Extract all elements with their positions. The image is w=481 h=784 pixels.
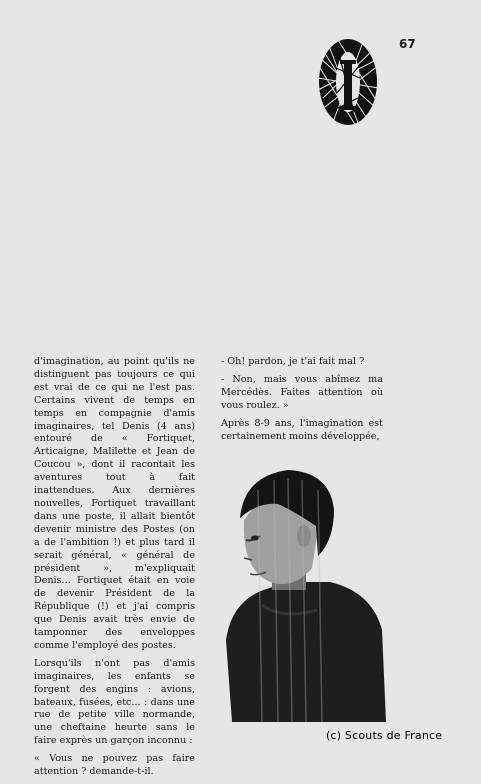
paragraph: d'imagination, au point qu'ils ne distinguent pas toujours ce qui est vrai de ce qui ne l'est pas. Certains vivent de temps en temps en compagnie d'amis imaginaires, tel Denis (4 ans) entouré de « Fortiquet, Articaigne, Malilette et Jean de Coucou », dont il racontait les aventures tout à fait inattendues. Aux dernières nouvelles, Fortiquet travaillant dans une poste, il allait bientôt devenir ministre des Postes (on a de l'ambition !) et plus tard il serait général, « général de président », m'expliquait Denis... Fortiquet était en voie de devenir Président de la République (!) et j'ai compris que Denis avait très envie de tamponner des enveloppes comme l'employé des postes. — [34, 356, 195, 651]
paragraph: - Non, mais vous abîmez ma Mercédès. Faites attention où vous roulez. » — [221, 373, 383, 411]
letter-o-logo-icon — [318, 38, 378, 126]
copyright-notice: (c) Scouts de France — [326, 729, 443, 742]
boy-portrait-photo — [222, 470, 388, 722]
paragraph: « Vous ne pouvez pas faire attention ? demande-t-il. — [34, 753, 195, 778]
paragraph: Lorsqu'ils n'ont pas d'amis imaginaires, les enfants se forgent des engins : avions, bateaux, fusées, etc... : dans une rue de petite ville normande, une cheftaine heurte sans le faire exprès un garçon inconnu : — [34, 657, 195, 747]
paragraph: Après 8-9 ans, l'imagination est certainement moins développée, — [221, 417, 383, 442]
right-text-column — [221, 356, 383, 448]
page-number: 67 — [399, 37, 416, 51]
paragraph: - Oh! pardon, je t'ai fait mal ? — [221, 356, 365, 367]
left-text-column — [34, 356, 195, 784]
